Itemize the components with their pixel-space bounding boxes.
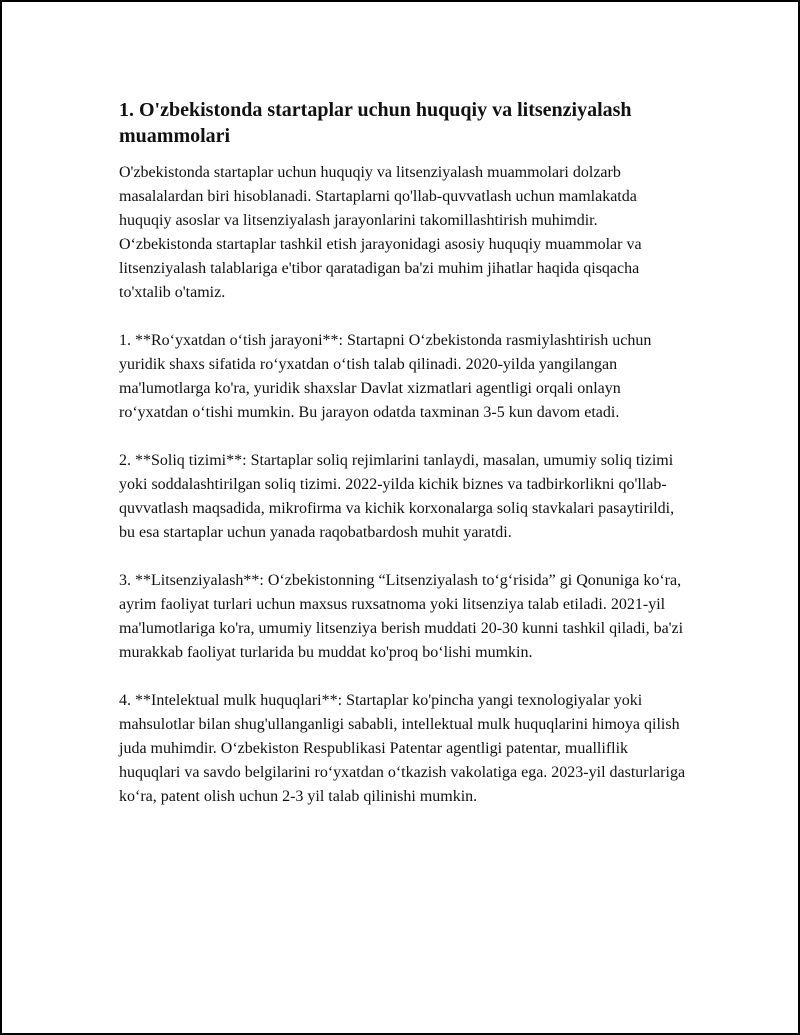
- registration-paragraph: 1. **Ro‘yxatdan o‘tish jarayoni**: Startapni O‘zbekistonda rasmiylashtirish uchun yuridik shaxs sifatida ro‘yxatdan o‘tish talab qilinadi. 2020-yilda yangilangan ma'lumotlarga ko'ra, yuridik shaxslar Davlat xizmatlari agentligi orqali onlayn ro‘yxatdan o‘tishi mumkin. Bu jarayon odatda taxminan 3-5 kun davom etadi.: [119, 332, 652, 421]
- intro-paragraph: O'zbekistonda startaplar uchun huquqiy va litsenziyalash muammolari dolzarb masalalardan biri hisoblanadi. Startaplarni qo'llab-quvvatlash uchun mamlakatda huquqiy asoslar va litsenziyalash jarayonlarini takomillashtirish muhimdir. O‘zbekistonda startaplar tashkil etish jarayonidagi asosiy huquqiy muammolar va litsenziyalash talablariga e'tibor qaratadigan ba'zi muhim jihatlar haqida qisqacha to'xtalib o'tamiz.: [119, 164, 642, 301]
- document-body: [119, 97, 689, 833]
- document-title: 1. O'zbekistonda startaplar uchun huquqiy va litsenziyalash muammolari: [119, 99, 632, 147]
- intellectual-property-paragraph: 4. **Intelektual mulk huquqlari**: Startaplar ko'pincha yangi texnologiyalar yoki mahsulotlar bilan shug'ullanganligi sababli, intellektual mulk huquqlarini himoya qilish juda muhimdir. O‘zbekiston Respublikasi Patentar agentligi patentar, mualliflik huquqlari va savdo belgilarini ro‘yxatdan o‘tkazish vakolatiga ega. 2023-yil dasturlariga ko‘ra, patent olish uchun 2-3 yil talab qilinishi mumkin.: [119, 692, 686, 805]
- tax-system-paragraph: 2. **Soliq tizimi**: Startaplar soliq rejimlarini tanlaydi, masalan, umumiy soliq tizimi yoki soddalashtirilgan soliq tizimi. 2022-yilda kichik biznes va tadbirkorlikni qo'llab-quvvatlash maqsadida, mikrofirma va kichik korxonalarga soliq stavkalari pasaytirildi, bu esa startaplar uchun yanada raqobatbardosh muhit yaratdi.: [119, 452, 675, 541]
- licensing-paragraph: 3. **Litsenziyalash**: O‘zbekistonning “Litsenziyalash to‘g‘risida” gi Qonuniga ko‘ra, ayrim faoliyat turlari uchun maxsus ruxsatnoma yoki litsenziya talab etiladi. 2021-yil ma'lumotlariga ko'ra, umumiy litsenziya berish muddati 20-30 kunni tashkil qiladi, ba'zi murakkab faoliyat turlarida bu muddat ko'proq bo‘lishi mumkin.: [119, 572, 684, 661]
